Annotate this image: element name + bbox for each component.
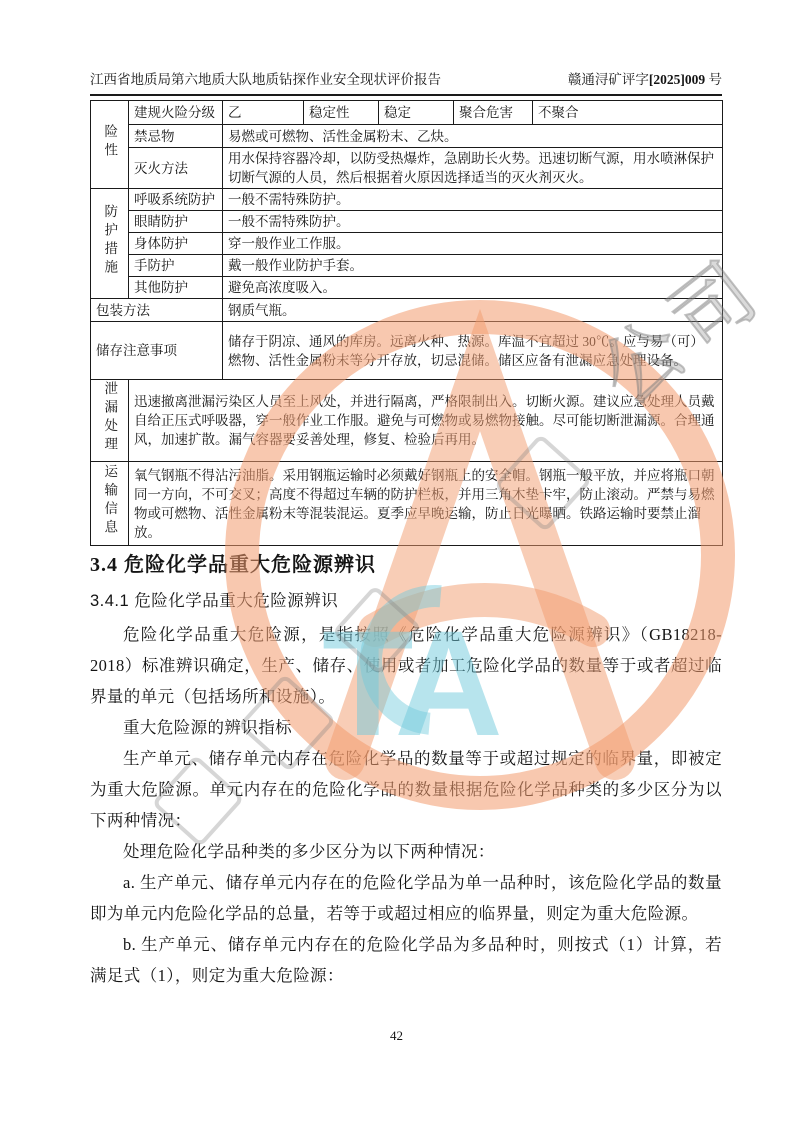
polymer-hazard-value: 不聚合 [533,101,723,125]
protection-group-label: 防护措施 [102,204,118,278]
body-protection-value: 穿一般作业工作服。 [223,233,723,255]
risk-group-cell [91,101,129,189]
paragraph: 处理危险化学品种类的多少区分为以下两种情况： [123,842,495,861]
table-row [91,255,723,277]
risk-group-label: 险性 [102,123,118,161]
eye-protection-label: 眼睛防护 [129,211,223,233]
table-row [91,299,723,322]
page-number: 42 [390,1028,403,1043]
table-row [91,189,723,211]
packaging-method-value: 钢质气瓶。 [223,299,723,322]
incompatibles-value: 易燃或可燃物、活性金属粉末、乙炔。 [223,125,723,148]
table-row [91,148,723,189]
fire-rating-label: 建规火险分级 [129,101,223,125]
fire-rating-value: 乙 [223,101,304,125]
hand-protection-label: 手防护 [129,255,223,277]
storage-precautions-label: 储存注意事项 [91,322,223,380]
extinguishing-method-value: 用水保持容器冷却，以防受热爆炸，急剧助长火势。迅速切断气源，用水喷淋保护切断气源的人员，然后根据着火原因选择适当的灭火剂灭火。 [223,148,723,189]
header-report-title: 江西省地质局第六地质大队地质钻探作业安全现状评价报告 [90,72,441,87]
subsection-heading: 3.4.1 危险化学品重大危险源辨识 [90,592,339,610]
other-protection-label: 其他防护 [129,277,223,299]
leak-handling-label: 泄漏处理 [102,381,118,455]
table-row [91,380,723,462]
table-row [91,462,723,546]
protection-group-cell [91,189,129,299]
stability-label: 稳定性 [304,101,379,125]
respiratory-protection-label: 呼吸系统防护 [129,189,223,211]
section-body [90,619,722,991]
extinguishing-method-label: 灭火方法 [129,148,223,189]
transport-group-cell [91,462,129,546]
section-3-4 [90,548,722,991]
doc-number-prefix: 赣通浔矿评字 [567,72,649,87]
other-protection-value: 避免高浓度吸入。 [223,277,723,299]
leak-handling-value: 迅速撤离泄漏污染区人员至上风处，并进行隔离，严格限制出入。切断火源。建议应急处理人员戴自给正压式呼吸器，穿一般作业工作服。避免与可燃物或易燃物接触。尽可能切断泄漏源。合理通风，加速扩散。漏气容器要妥善处理，修复、检验后再用。 [129,380,723,462]
leak-group-cell [91,380,129,462]
table-row [91,233,723,255]
transport-info-value: 氧气钢瓶不得沾污油脂。采用钢瓶运输时必须戴好钢瓶上的安全帽。钢瓶一般平放，并应将瓶口朝同一方向，不可交叉；高度不得超过车辆的防护栏板，并用三角木垫卡牢，防止滚动。严禁与易燃物或可燃物、活性金属粉末等混装混运。夏季应早晚运输，防止日光曝晒。铁路运输时要禁止溜放。 [129,462,723,546]
table-row [91,101,723,125]
page-header [90,68,722,96]
transport-info-label: 运输信息 [102,464,118,538]
doc-number-suffix: 号 [705,72,722,87]
header-doc-number [568,68,722,88]
packaging-method-label: 包装方法 [91,299,223,322]
polymer-hazard-label: 聚合危害 [454,101,533,125]
storage-precautions-value: 储存于阴凉、通风的库房。远离火种、热源。库温不宜超过 30℃。应与易（可）燃物、活性金属粉末等分开存放，切忌混储。储区应备有泄漏应急处理设备。 [223,322,723,380]
table-row [91,211,723,233]
body-protection-label: 身体防护 [129,233,223,255]
paragraph: 生产单元、储存单元内存在危险化学品的数量等于或超过规定的临界量，即被定为重大危险源。单元内存在的危险化学品的数量根据危险化学品种类的多少区分为以下两种情况： [90,749,722,830]
table-row [91,277,723,299]
paragraph: a. 生产单元、储存单元内存在的危险化学品为单一品种时，该危险化学品的数量即为单元内危险化学品的总量，若等于或超过相应的临界量，则定为重大危险源。 [90,873,722,923]
table-row [91,322,723,380]
hazard-info-table [90,100,723,546]
section-heading: 3.4 危险化学品重大危险源辨识 [90,554,376,576]
incompatibles-label: 禁忌物 [129,125,223,148]
watermark-logo-letters: TA [322,599,495,767]
hand-protection-value: 戴一般作业防护手套。 [223,255,723,277]
paragraph: 重大危险源的辨识指标 [123,718,292,737]
table-row [91,125,723,148]
paragraph: 危险化学品重大危险源，是指按照《危险化学品重大危险源辨识》（GB18218-2018）标准辨识确定，生产、储存、使用或者加工危险化学品的数量等于或者超过临界量的单元（包括场所和设施）。 [90,625,722,706]
watermark-seal-text: 公司 [583,241,781,423]
paragraph: b. 生产单元、储存单元内存在的危险化学品为多品种时，则按式（1）计算，若满足式（1），则定为重大危险源： [90,935,722,985]
respiratory-protection-value: 一般不需特殊防护。 [223,189,723,211]
doc-number-code: [2025]009 [648,72,706,87]
eye-protection-value: 一般不需特殊防护。 [223,211,723,233]
stability-value: 稳定 [379,101,454,125]
